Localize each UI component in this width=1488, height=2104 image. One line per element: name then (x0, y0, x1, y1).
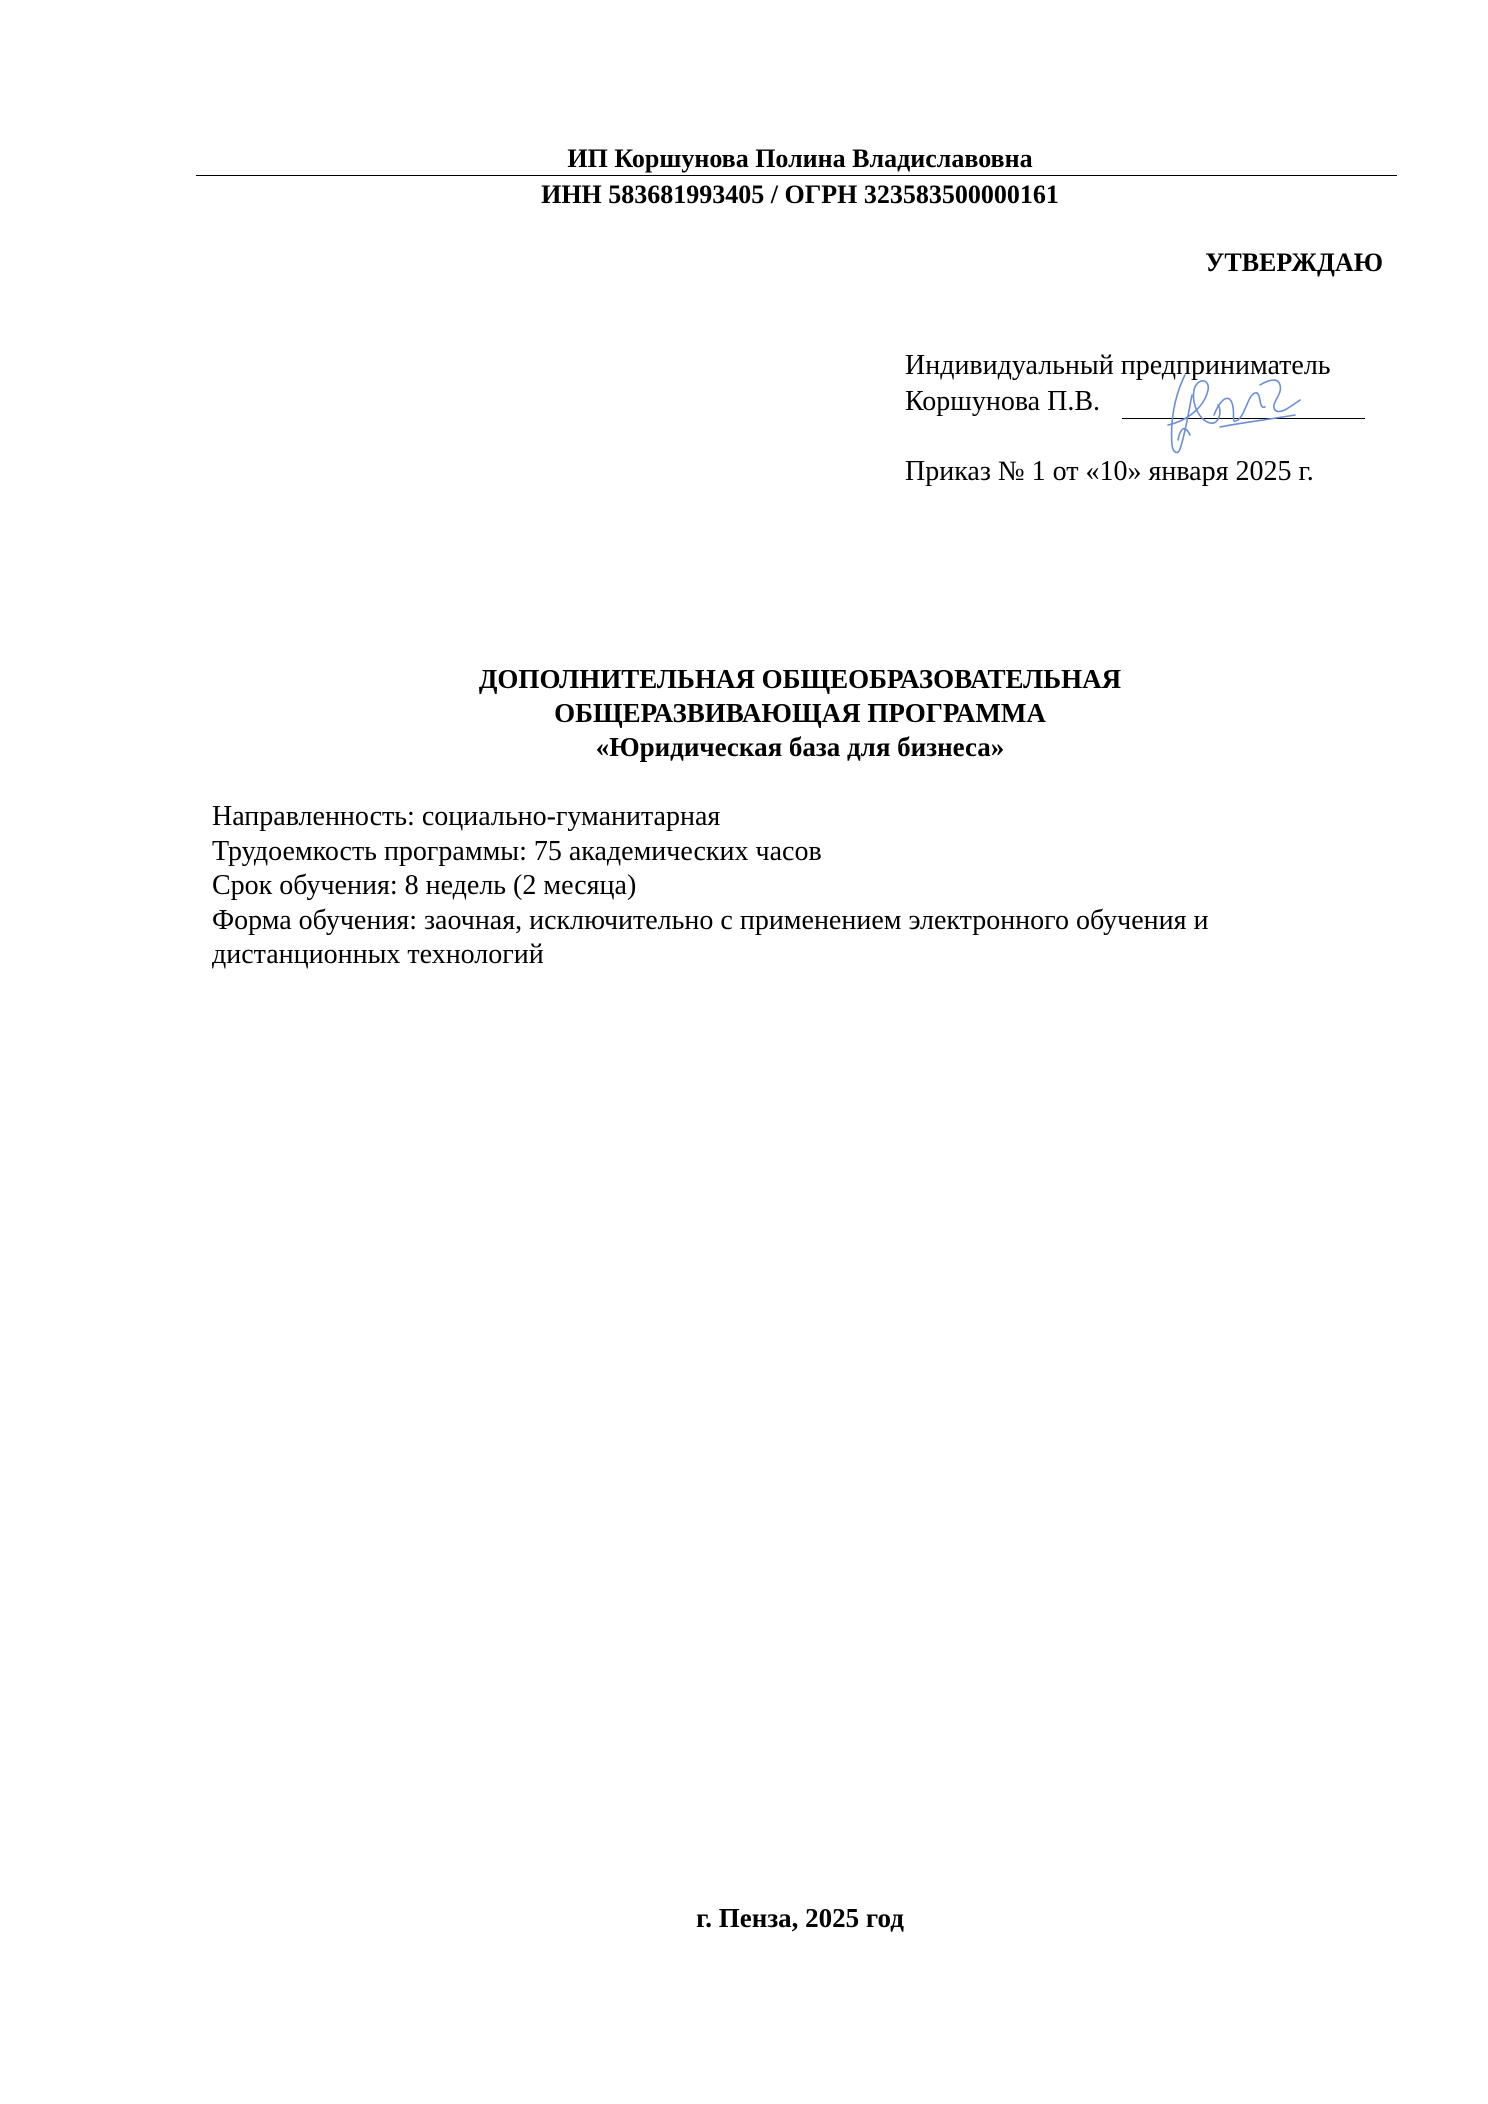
approval-order: Приказ № 1 от «10» января 2025 г. (905, 456, 1314, 487)
program-study-form: Форма обучения: заочная, исключительно с применением электронного обучения и дистанционных технологий (212, 904, 1209, 970)
place-and-year: г. Пенза, 2025 год (696, 1903, 904, 1933)
header-divider (196, 175, 1397, 176)
program-details (212, 800, 1362, 973)
program-direction: Направленность: социально-гуманитарная (212, 801, 721, 832)
program-name: «Юридическая база для бизнеса» (595, 732, 1005, 762)
document-title-line-1: ДОПОЛНИТЕЛЬНАЯ ОБЩЕОБРАЗОВАТЕЛЬНАЯ (478, 664, 1122, 694)
approver-position: Индивидуальный предприниматель (905, 350, 1331, 381)
handwritten-signature (1150, 365, 1310, 460)
org-name: ИП Коршунова Полина Владиславовна (567, 144, 1033, 173)
document-title-line-2: ОБЩЕРАЗВИВАЮЩАЯ ПРОГРАММА (554, 698, 1046, 728)
approval-heading: УТВЕРЖДАЮ (1205, 248, 1383, 277)
org-identifiers: ИНН 583681993405 / ОГРН 323583500000161 (541, 180, 1059, 209)
program-duration: Срок обучения: 8 недель (2 месяца) (212, 870, 637, 901)
approver-name: Коршунова П.В. (905, 386, 1101, 417)
program-workload: Трудоемкость программы: 75 академических часов (212, 835, 822, 867)
